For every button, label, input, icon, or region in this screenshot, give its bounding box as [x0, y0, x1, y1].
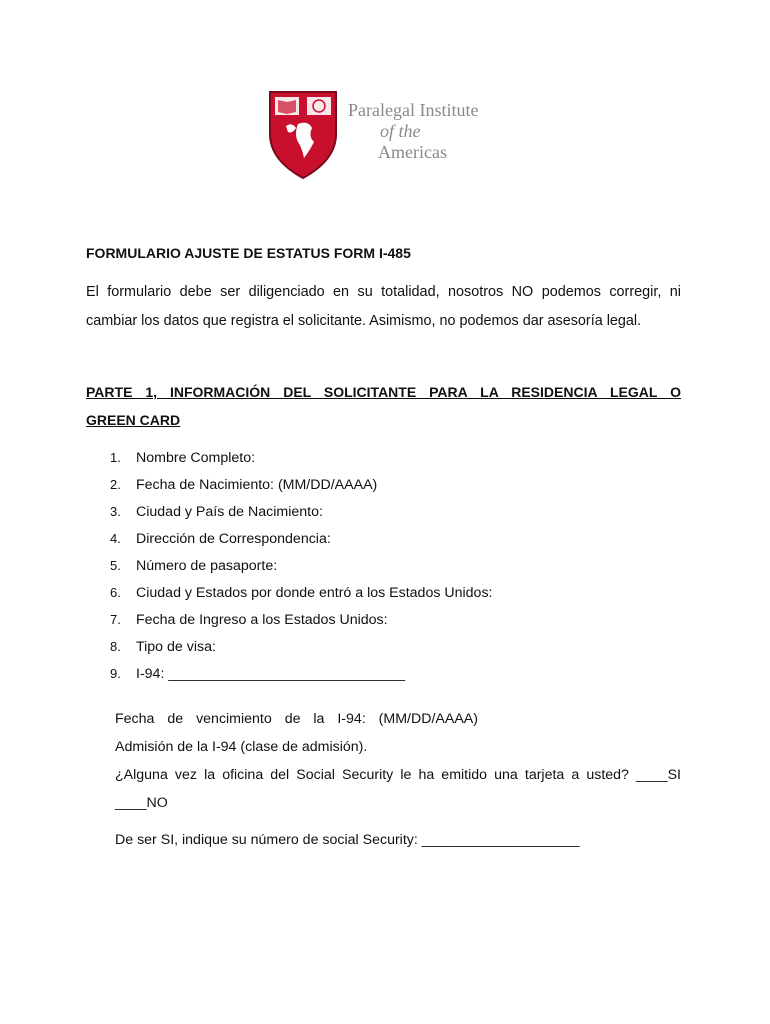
- list-item: [110, 582, 492, 609]
- ssn-question-line-2: ____NO: [115, 795, 168, 811]
- logo-name-line2: of the: [380, 121, 421, 141]
- intro-line-1: El formulario debe ser diligenciado en su totalidad, nosotros NO podemos corregir, ni: [86, 284, 681, 300]
- item-label: I-94: ______________________________: [136, 666, 406, 682]
- list-item: [110, 528, 492, 555]
- item-label: Fecha de Ingreso a los Estados Unidos:: [136, 612, 388, 628]
- shield-icon: [268, 88, 338, 180]
- item-label: Nombre Completo:: [136, 450, 256, 466]
- item-number: 9.: [110, 666, 121, 681]
- item-number: 5.: [110, 558, 121, 573]
- list-item: [110, 636, 492, 663]
- list-item: [110, 501, 492, 528]
- list-item: [110, 555, 492, 582]
- item-label: Dirección de Correspondencia:: [136, 531, 331, 547]
- i94-admission-field: Admisión de la I-94 (clase de admisión).: [115, 739, 368, 755]
- i94-expiry-field: Fecha de vencimiento de la I-94: (MM/DD/AAAA): [115, 711, 478, 727]
- part1-heading-line-1: PARTE 1, INFORMACIÓN DEL SOLICITANTE PARA LA RESIDENCIA LEGAL O: [86, 384, 681, 400]
- logo-name-line1: Paralegal Institute: [348, 100, 479, 120]
- item-number: 4.: [110, 531, 121, 546]
- list-item: [110, 447, 492, 474]
- item-label: Ciudad y Estados por donde entró a los Estados Unidos:: [136, 585, 493, 601]
- list-item: [110, 474, 492, 501]
- institute-logo: [268, 88, 508, 180]
- list-item: [110, 663, 492, 690]
- applicant-fields-list: [110, 447, 492, 690]
- part1-heading-line-2: GREEN CARD: [86, 412, 181, 428]
- item-label: Número de pasaporte:: [136, 558, 278, 574]
- item-label: Ciudad y País de Nacimiento:: [136, 504, 323, 520]
- ssn-number-field: De ser SI, indique su número de social Security: ____________________: [115, 832, 580, 848]
- item-number: 3.: [110, 504, 121, 519]
- intro-paragraph: [86, 278, 681, 336]
- list-item: [110, 609, 492, 636]
- ssn-question-line-1: ¿Alguna vez la oficina del Social Security le ha emitido una tarjeta a usted? ____SI: [115, 767, 681, 783]
- item-label: Fecha de Nacimiento: (MM/DD/AAAA): [136, 477, 378, 493]
- form-title: FORMULARIO AJUSTE DE ESTATUS FORM I-485: [86, 245, 411, 261]
- item-number: 7.: [110, 612, 121, 627]
- item-number: 2.: [110, 477, 121, 492]
- item-number: 8.: [110, 639, 121, 654]
- logo-name-line3: Americas: [378, 142, 447, 162]
- item-number: 6.: [110, 585, 121, 600]
- part1-heading: [86, 378, 681, 434]
- intro-line-2: cambiar los datos que registra el solicitante. Asimismo, no podemos dar asesoría legal.: [86, 313, 642, 329]
- logo-text: [348, 100, 508, 163]
- item-label: Tipo de visa:: [136, 639, 216, 655]
- item-number: 1.: [110, 450, 121, 465]
